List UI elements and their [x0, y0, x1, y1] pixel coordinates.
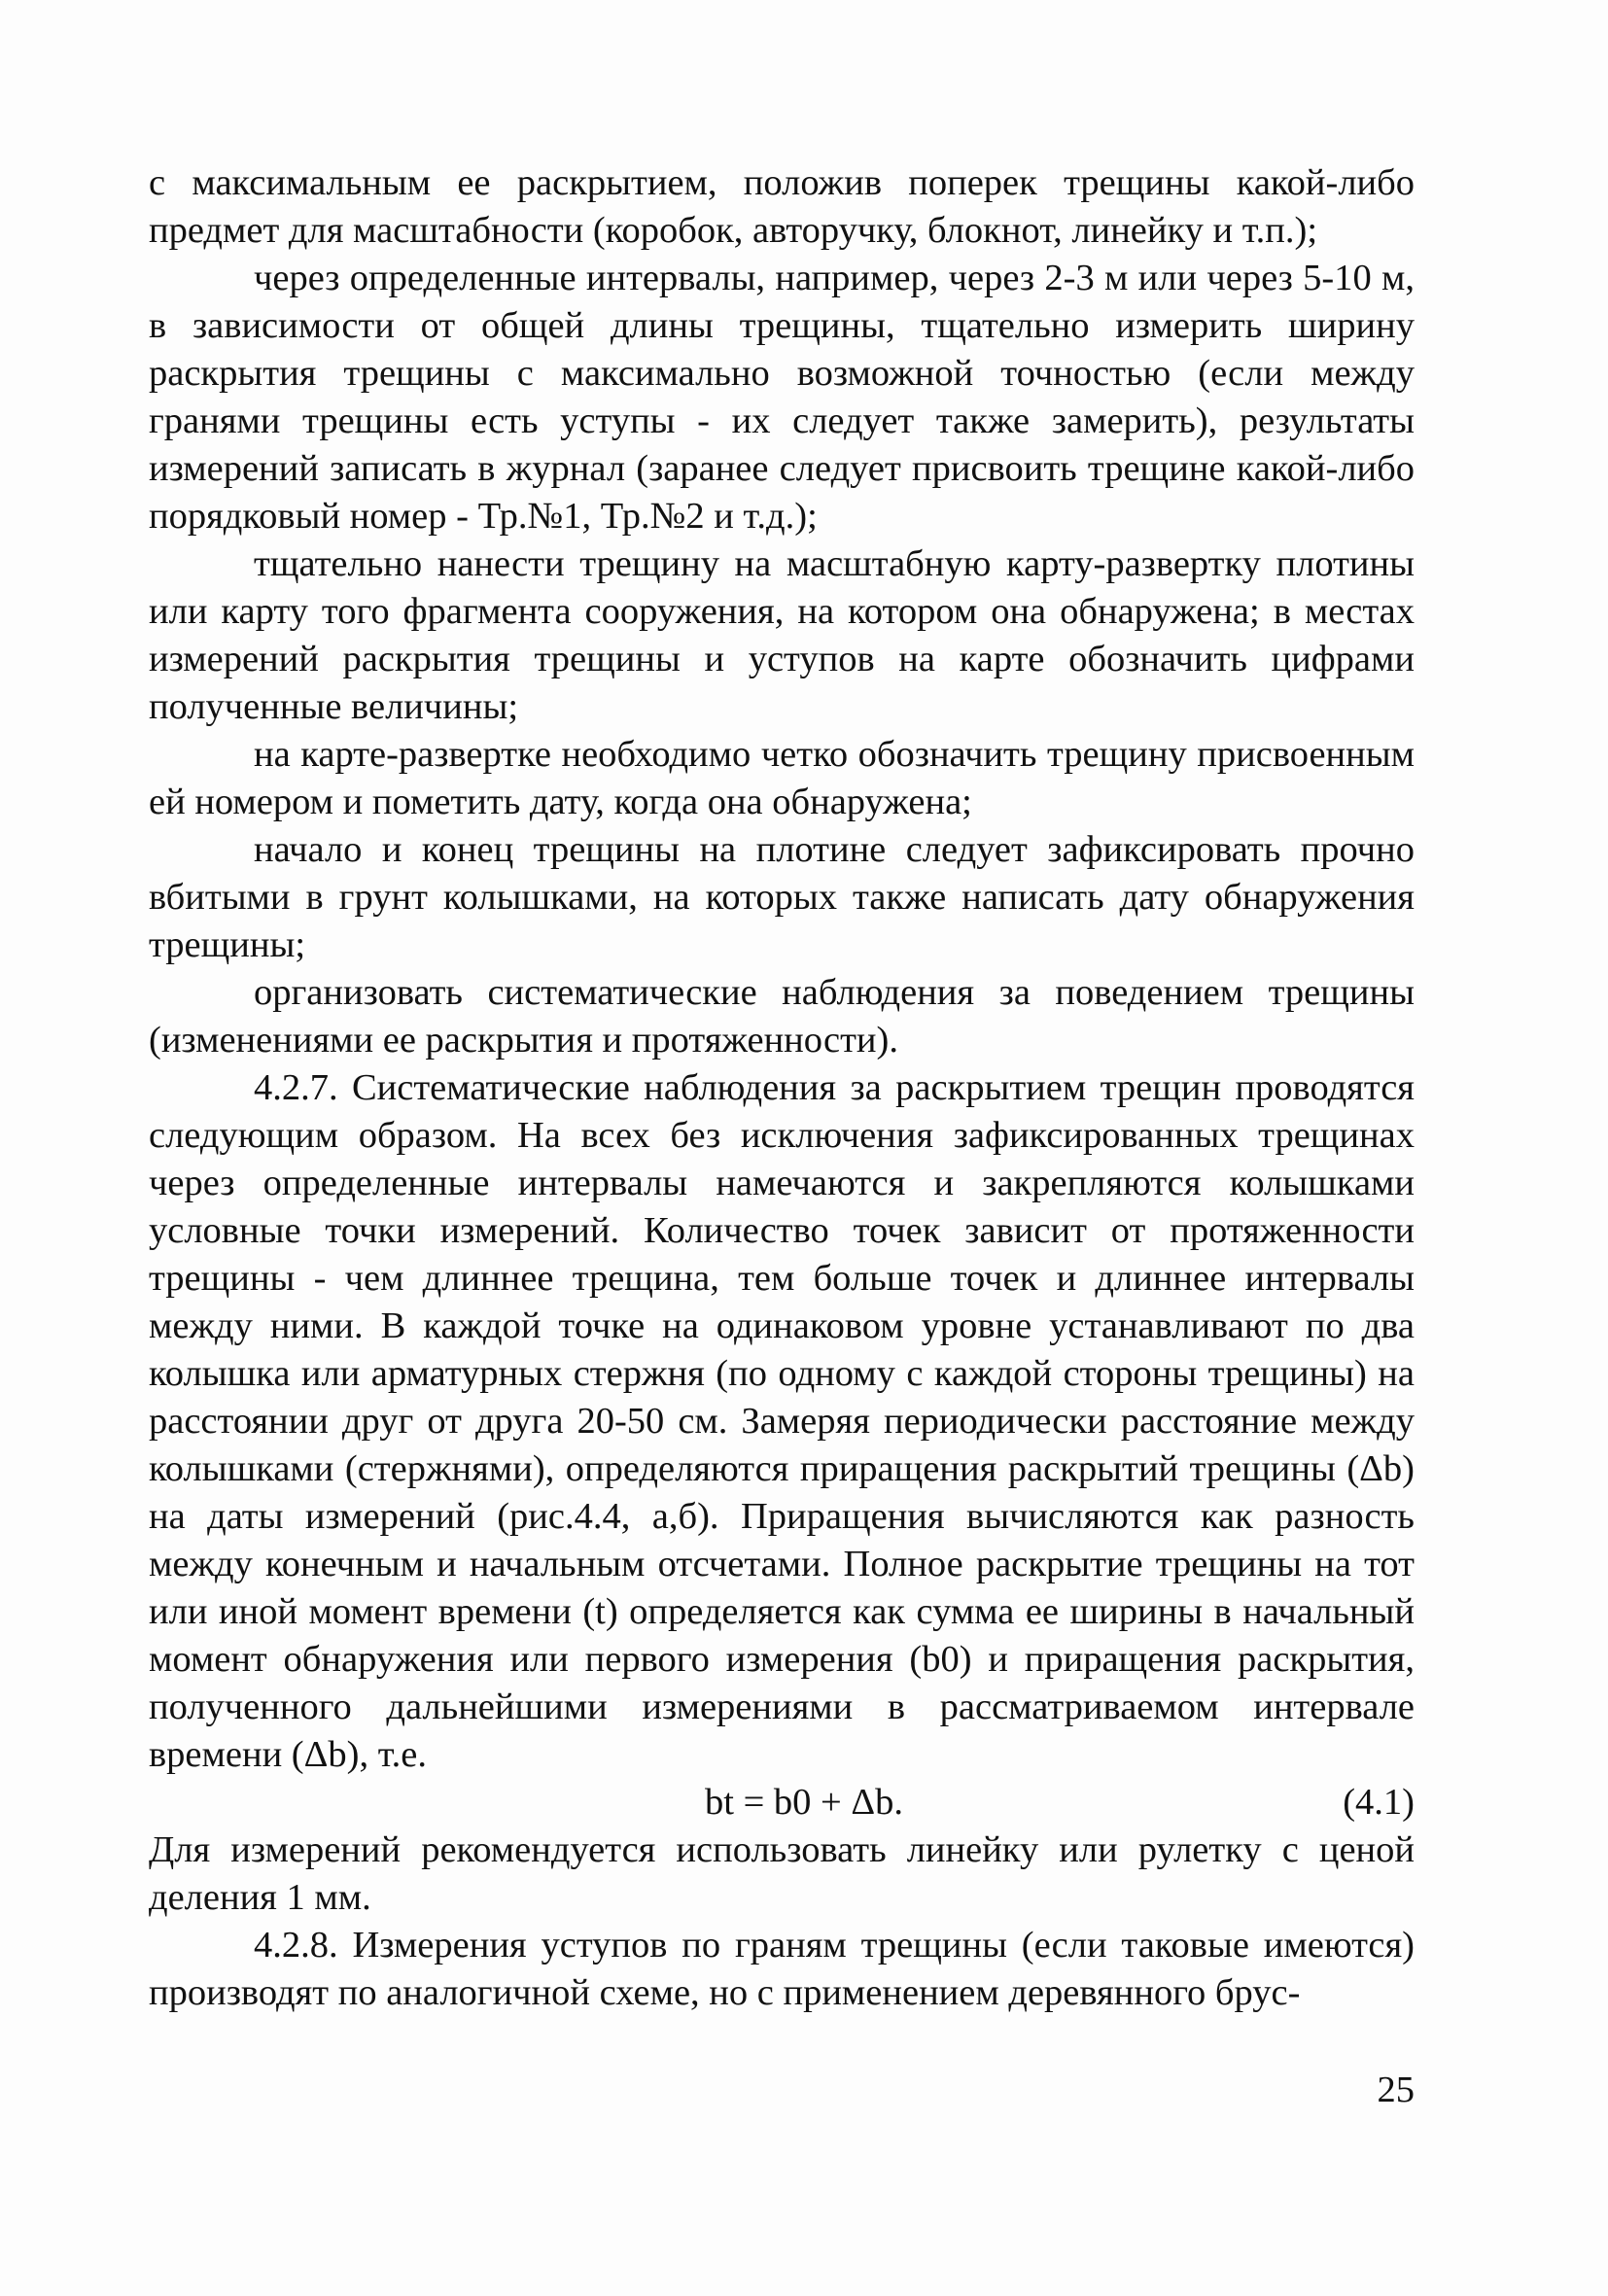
paragraph-3: тщательно нанести трещину на масштабную карту-развертку плотины или карту того фрагмента сооружения, на котором она обнаружена; в местах измерений раскрытия трещины и уступов на карте обозначить цифрами полученные величины; — [149, 543, 1415, 727]
paragraph-5: начало и конец трещины на плотине следует зафиксировать прочно вбитыми в грунт колышками, на которых также написать дату обнаружения трещины; — [149, 829, 1415, 965]
formula-4-1 — [149, 1779, 1415, 1826]
paragraph-2: через определенные интервалы, например, через 2-3 м или через 5-10 м, в зависимости от общей длины трещины, тщательно измерить ширину раскрытия трещины с максимально возможной точностью (если между гранями трещины есть уступы - их следует также замерить), результаты измерений записать в журнал (заранее следует присвоить трещине какой-либо порядковый номер - Тр.№1, Тр.№2 и т.д.); — [149, 258, 1415, 537]
paragraph-6: организовать систематические наблюдения за поведением трещины (изменениями ее раскрытия и протяженности). — [149, 972, 1415, 1061]
paragraph-1: с максимальным ее раскрытием, положив поперек трещины какой-либо предмет для масштабности (коробок, авторучку, блокнот, линейку и т.п.); — [149, 162, 1415, 251]
formula-expression: bt = b0 + Δb. — [705, 1782, 904, 1823]
paragraph-measurement-note: Для измерений рекомендуется использовать линейку или рулетку с ценой деления 1 мм. — [149, 1829, 1415, 1918]
page-number: 25 — [1377, 2070, 1415, 2110]
paragraph-section-4-2-8: 4.2.8. Измерения уступов по граням трещины (если таковые имеются) производят по аналогичной схеме, но с применением деревянного брус- — [149, 1925, 1415, 2013]
paragraph-section-4-2-7: 4.2.7. Систематические наблюдения за раскрытием трещин проводятся следующим образом. На всех без исключения зафиксированных трещинах через определенные интервалы намечаются и закрепляются колышками условные точки измерений. Количество точек зависит от протяженности трещины - чем длиннее трещина, тем больше точек и длиннее интервалы между ними. В каждой точке на одинаковом уровне устанавливают по два колышка или арматурных стержня (по одному с каждой стороны трещины) на расстоянии друг от друга 20-50 см. Замеряя периодически расстояние между колышками (стержнями), определяются приращения раскрытий трещины (Δb) на даты измерений (рис.4.4, а,б). Приращения вычисляются как разность между конечным и начальным отсчетами. Полное раскрытие трещины на тот или иной момент времени (t) определяется как сумма ее ширины в начальный момент обнаружения или первого измерения (b0) и приращения раскрытия, полученного дальнейшими измерениями в рассматриваемом интервале времени (Δb), т.е. — [149, 1067, 1415, 1775]
body-text — [149, 159, 1415, 2017]
paragraph-4: на карте-развертке необходимо четко обозначить трещину присвоенным ей номером и пометить дату, когда она обнаружена; — [149, 734, 1415, 822]
formula-number: (4.1) — [1343, 1782, 1415, 1823]
